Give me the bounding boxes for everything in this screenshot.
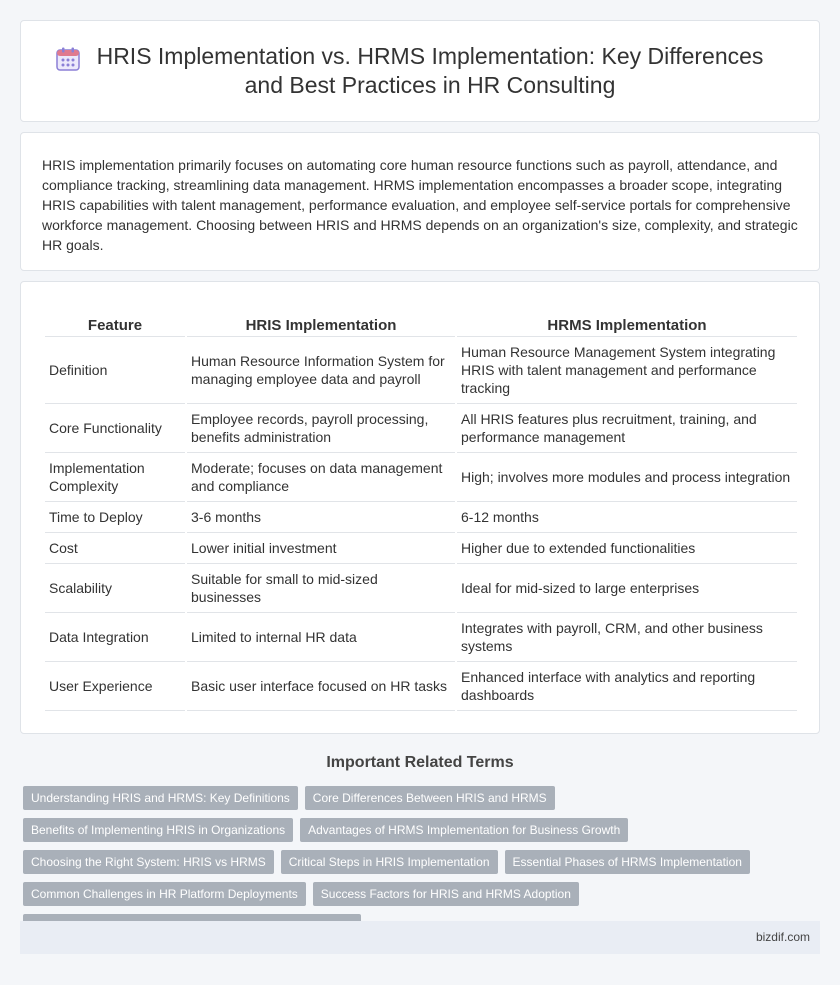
page-title: HRIS Implementation vs. HRMS Implementation: Key Differences and Best Practices in HR Consulting [96, 43, 764, 98]
intro-paragraph: HRIS implementation primarily focuses on automating core human resource functions such as payroll, attendance, and compliance tracking, streamlining data management. HRMS implementation encompasses a broader scope, integrating HRIS capabilities with talent management, performance evaluation, and employee self-service portals for comprehensive workforce management. Choosing between HRIS and HRMS depends on an organization's size, complexity, and strategic HR goals. [42, 157, 798, 253]
feature-cell: Core Functionality [45, 404, 185, 453]
feature-cell: Definition [45, 337, 185, 404]
related-terms-list [23, 786, 823, 938]
feature-cell: Implementation Complexity [45, 453, 185, 502]
related-term-tag[interactable]: Choosing the Right System: HRIS vs HRMS [23, 850, 274, 874]
hrms-cell: Human Resource Management System integrating HRIS with talent management and performance tracking [457, 337, 797, 404]
related-term-tag[interactable]: Success Factors for HRIS and HRMS Adoption [313, 882, 579, 906]
hris-cell: Basic user interface focused on HR tasks [187, 662, 455, 711]
hris-cell: Employee records, payroll processing, benefits administration [187, 404, 455, 453]
hrms-cell: 6-12 months [457, 502, 797, 533]
comparison-table [43, 314, 799, 711]
hris-cell: 3-6 months [187, 502, 455, 533]
hrms-cell: High; involves more modules and process integration [457, 453, 797, 502]
feature-cell: Data Integration [45, 613, 185, 662]
table-row [45, 337, 797, 404]
related-term-tag[interactable]: Benefits of Implementing HRIS in Organizations [23, 818, 293, 842]
site-link[interactable]: bizdif.com [755, 930, 810, 944]
table-row [45, 453, 797, 502]
feature-cell: Time to Deploy [45, 502, 185, 533]
hrms-cell: Ideal for mid-sized to large enterprises [457, 564, 797, 613]
hrms-cell: Enhanced interface with analytics and reporting dashboards [457, 662, 797, 711]
feature-cell: Cost [45, 533, 185, 564]
hris-cell: Human Resource Information System for managing employee data and payroll [187, 337, 455, 404]
hris-cell: Limited to internal HR data [187, 613, 455, 662]
header-card [20, 20, 820, 122]
footer-bar [20, 921, 820, 954]
table-row [45, 564, 797, 613]
related-term-tag[interactable]: Essential Phases of HRMS Implementation [505, 850, 750, 874]
related-term-tag[interactable]: Critical Steps in HRIS Implementation [281, 850, 498, 874]
feature-cell: User Experience [45, 662, 185, 711]
table-row [45, 533, 797, 564]
intro-card [20, 132, 820, 271]
comparison-table-card [20, 281, 820, 734]
related-term-tag[interactable]: Core Differences Between HRIS and HRMS [305, 786, 555, 810]
table-row [45, 502, 797, 533]
related-term-tag[interactable]: Common Challenges in HR Platform Deployments [23, 882, 306, 906]
hrms-cell: Higher due to extended functionalities [457, 533, 797, 564]
hrms-cell: All HRIS features plus recruitment, training, and performance management [457, 404, 797, 453]
table-header-row [45, 314, 797, 337]
related-term-tag[interactable]: Understanding HRIS and HRMS: Key Definitions [23, 786, 298, 810]
hris-cell: Suitable for small to mid-sized businesses [187, 564, 455, 613]
related-term-tag[interactable]: Advantages of HRMS Implementation for Business Growth [300, 818, 628, 842]
related-terms-heading: Important Related Terms [326, 754, 514, 771]
hris-cell: Lower initial investment [187, 533, 455, 564]
hrms-cell: Integrates with payroll, CRM, and other business systems [457, 613, 797, 662]
table-row [45, 404, 797, 453]
column-header-feature: Feature [45, 314, 185, 337]
table-row [45, 613, 797, 662]
table-row [45, 662, 797, 711]
column-header-hris: HRIS Implementation [187, 314, 455, 337]
hris-cell: Moderate; focuses on data management and compliance [187, 453, 455, 502]
column-header-hrms: HRMS Implementation [457, 314, 797, 337]
feature-cell: Scalability [45, 564, 185, 613]
